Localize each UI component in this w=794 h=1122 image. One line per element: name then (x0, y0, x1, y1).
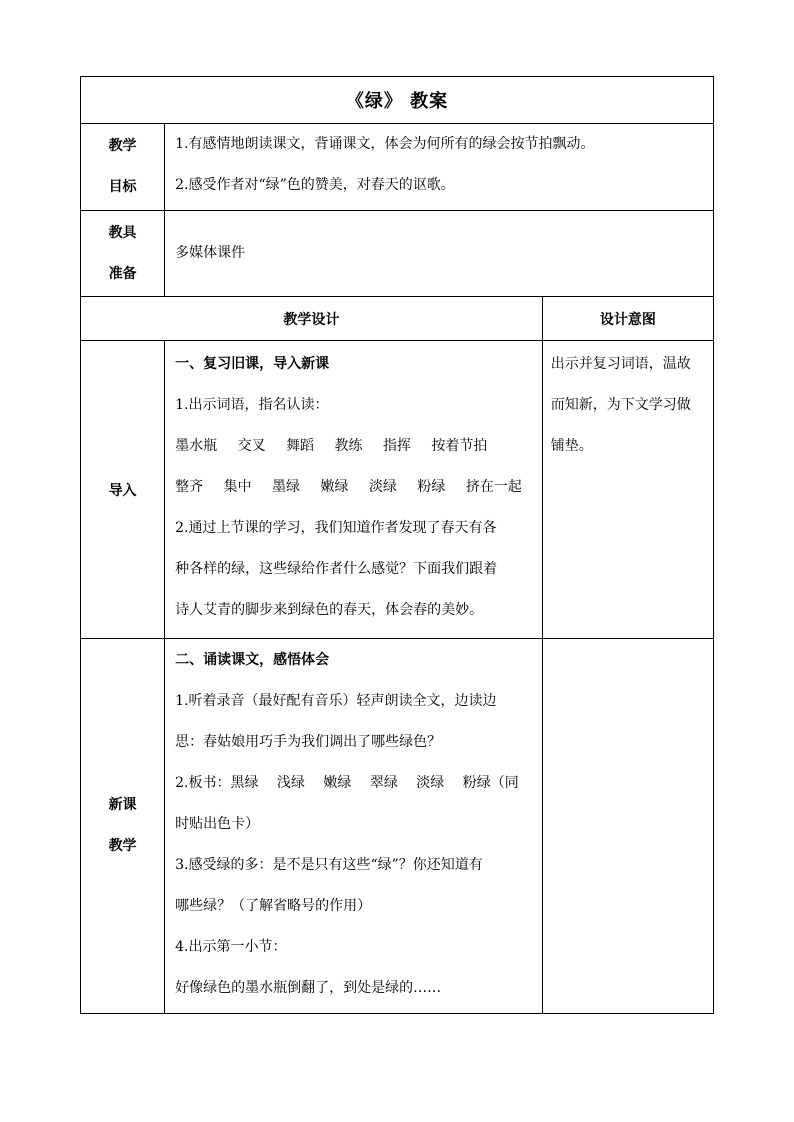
lesson-plan-table (80, 76, 714, 1014)
document-title: 《绿》 教案 (81, 77, 714, 124)
word-item: 舞蹈 (286, 438, 315, 454)
goals-label (81, 124, 165, 211)
new-lesson-line: 3.感受绿的多：是不是只有这些“绿”？你还知道有 (175, 857, 483, 873)
word-item: 集中 (223, 479, 252, 495)
goals-content (165, 124, 714, 211)
intent-line: 铺垫。 (550, 438, 593, 454)
tools-label (81, 211, 165, 297)
new-lesson-line: 4.出示第一小节： (175, 939, 287, 955)
goals-row (81, 124, 714, 211)
intro-heading: 一、复习旧课，导入新课 (175, 356, 330, 372)
new-lesson-label (81, 639, 165, 1014)
tools-label-bottom: 准备 (108, 265, 137, 282)
lesson-plan-page (80, 76, 714, 1015)
new-lesson-content (165, 639, 543, 1014)
intro-step2-line: 种各样的绿，这些绿给作者什么感觉？下面我们跟着 (175, 561, 498, 577)
tools-label-top: 教具 (108, 224, 137, 241)
intent-line: 出示并复习词语，温故 (550, 356, 691, 372)
word-list-row-2 (175, 467, 536, 508)
new-lesson-heading: 二、诵读课文，感悟体会 (175, 652, 330, 668)
word-item: 粉绿 (417, 479, 446, 495)
intro-label: 导入 (81, 341, 165, 639)
intro-step1: 1.出示词语，指名认读： (175, 397, 329, 413)
word-item: 教练 (334, 438, 363, 454)
new-lesson-line: 1.听着录音（最好配有音乐）轻声朗读全文，边读边 (175, 693, 497, 709)
word-item: 墨绿 (272, 479, 301, 495)
new-lesson-line: 哪些绿？（了解省略号的作用） (175, 898, 372, 914)
word-item: 整齐 (175, 479, 204, 495)
new-lesson-row (81, 639, 714, 1014)
word-item: 按着节拍 (431, 438, 488, 454)
word-item: 交叉 (237, 438, 266, 454)
goal-line: 1.有感情地朗读课文，背诵课文，体会为何所有的绿会按节拍飘动。 (175, 136, 595, 152)
word-item: 嫩绿 (320, 479, 349, 495)
word-item: 指挥 (382, 438, 411, 454)
intro-intent (542, 341, 713, 639)
word-item: 淡绿 (368, 479, 397, 495)
intro-step2-line: 2.通过上节课的学习，我们知道作者发现了春天有各 (175, 520, 497, 536)
word-item: 挤在一起 (465, 479, 522, 495)
intent-header: 设计意图 (542, 297, 713, 341)
tools-content: 多媒体课件 (165, 211, 714, 297)
intro-row (81, 341, 714, 639)
word-list-row-1 (175, 426, 536, 467)
new-lesson-line: 思：春姑娘用巧手为我们调出了哪些绿色？ (175, 734, 442, 750)
goals-label-bottom: 目标 (108, 179, 137, 195)
intro-step2-line: 诗人艾青的脚步来到绿色的春天，体会春的美妙。 (175, 602, 484, 618)
word-item: 墨水瓶 (175, 438, 218, 454)
section-header-row (81, 297, 714, 341)
intro-content (165, 341, 543, 639)
tools-row (81, 211, 714, 297)
new-lesson-line: 2.板书：黑绿 浅绿 嫩绿 翠绿 淡绿 粉绿（同 (175, 775, 519, 791)
new-lesson-line: 好像绿色的墨水瓶倒翻了，到处是绿的…… (175, 980, 442, 996)
goals-label-top: 教学 (108, 138, 137, 154)
new-lesson-intent (542, 639, 713, 1014)
new-lesson-label-top: 新课 (108, 797, 137, 813)
new-lesson-label-bottom: 教学 (108, 838, 137, 854)
title-row (81, 77, 714, 124)
goal-line: 2.感受作者对“绿”色的赞美，对春天的讴歌。 (175, 177, 455, 193)
design-header: 教学设计 (81, 297, 543, 341)
intent-line: 而知新，为下文学习做 (550, 397, 691, 413)
new-lesson-line: 时贴出色卡） (175, 816, 260, 832)
